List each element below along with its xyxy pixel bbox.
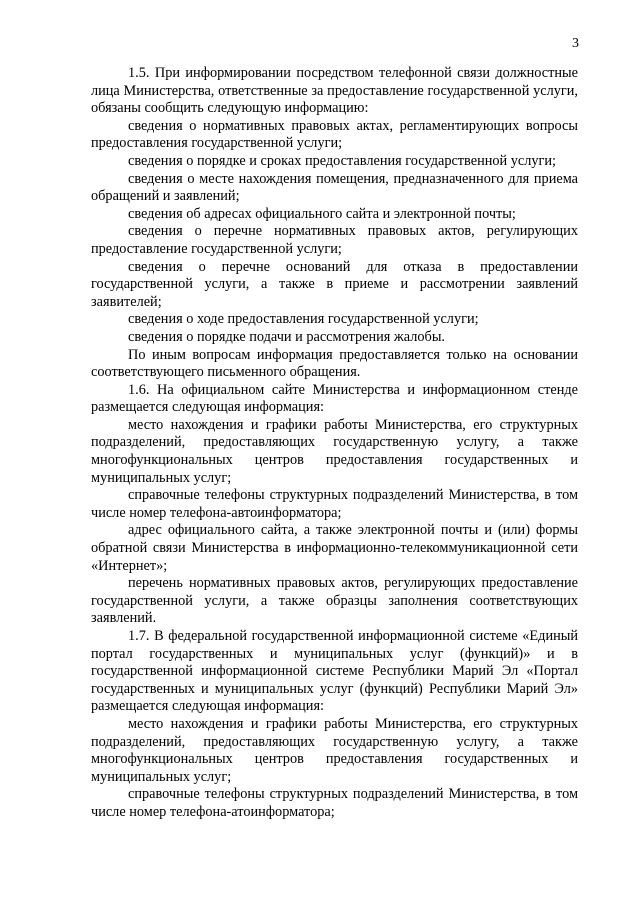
list-item: сведения о порядке и сроках предоставления государственной услуги; bbox=[128, 152, 557, 169]
list-item: справочные телефоны структурных подразделений Министерства, в том числе номер телефона-атоинформатора; bbox=[91, 786, 578, 820]
section-1-6-intro: 1.6. На официальном сайте Министерства и информационном стенде размещается следующая информация: bbox=[91, 381, 578, 416]
document-body bbox=[91, 65, 578, 822]
list-item: место нахождения и графики работы Министерства, его структурных подразделений, предоставляющих государственную услугу, а также многофункциональных центров предоставления государственных и муниципальных услуг; bbox=[91, 416, 578, 486]
page-number: 3 bbox=[572, 36, 579, 51]
list-item: адрес официального сайта, а также электронной почты и (или) формы обратной связи Министерства в информационно-телекоммуникационной сети «Интернет»; bbox=[91, 522, 578, 574]
list-item: место нахождения и графики работы Министерства, его структурных подразделений, предоставляющих государственную услугу, а также многофункциональных центров предоставления государственных и муниципальных услуг; bbox=[91, 715, 578, 785]
list-item: сведения о ходе предоставления государственной услуги; bbox=[128, 311, 479, 328]
list-item: сведения о порядке подачи и рассмотрения жалобы. bbox=[128, 328, 445, 345]
list-item: перечень нормативных правовых актов, регулирующих предоставление государственной услуги, а также образцы заполнения соответствующих заявлений. bbox=[91, 575, 578, 627]
list-item: сведения о нормативных правовых актах, регламентирующих вопросы предоставления государственной услуги; bbox=[91, 117, 578, 152]
list-item: справочные телефоны структурных подразделений Министерства, в том числе номер телефона-автоинформатора; bbox=[91, 487, 578, 521]
list-item: сведения о месте нахождения помещения, предназначенного для приема обращений и заявлений; bbox=[91, 170, 578, 205]
section-1-5-intro: 1.5. При информировании посредством телефонной связи должностные лица Министерства, ответственные за предоставление государственной услуги, обязаны сообщить следующую информацию: bbox=[91, 65, 578, 117]
section-1-7-intro: 1.7. В федеральной государственной информационной системе «Единый портал государственных и муниципальных услуг (функций)» и в государственной информационной системе Республики Марий Эл «Портал государственных и муниципальных услуг (функций) Республики Марий Эл» размещается следующая информация: bbox=[91, 628, 578, 715]
paragraph: По иным вопросам информация предоставляется только на основании соответствующего письменного обращения. bbox=[91, 346, 578, 381]
list-item: сведения о перечне оснований для отказа в предоставлении государственной услуги, а также в приеме и рассмотрении заявлений заявителей; bbox=[91, 258, 578, 310]
list-item: сведения об адресах официального сайта и электронной почты; bbox=[128, 205, 516, 222]
list-item: сведения о перечне нормативных правовых актов, регулирующих предоставление государственной услуги; bbox=[91, 223, 578, 257]
